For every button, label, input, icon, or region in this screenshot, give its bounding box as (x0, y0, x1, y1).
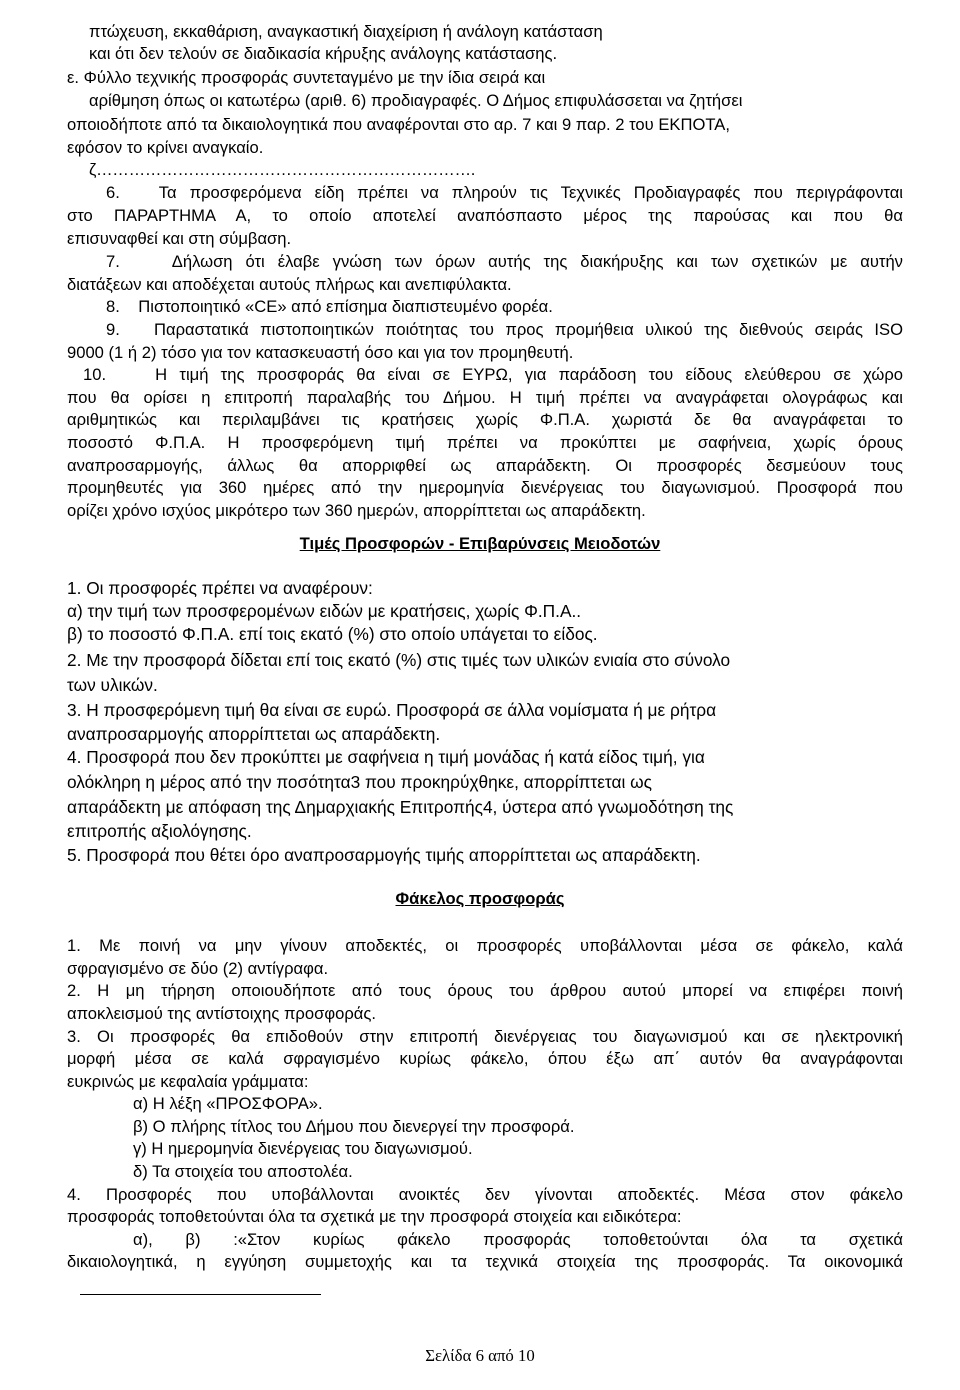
item-7 (67, 252, 903, 273)
text-span: 2. Με την προσφορά δίδεται επί τοις εκατό (%) στις τιμές των υλικών ενιαία στο σύνολο (67, 650, 731, 670)
text-span: αναπροσαρμογής απορρίπτεται ως απαράδεκτη. (67, 724, 441, 744)
text-span: ζ……………………………………………………………. (89, 160, 476, 179)
text-line (67, 700, 903, 721)
text-span: 5. Προσφορά που θέτει όρο αναπροσαρμογής τιμής απορρίπτεται ως απαράδεκτη. (67, 845, 701, 865)
item-number: 6. (106, 183, 120, 202)
text-line (67, 138, 903, 159)
text-line (67, 675, 903, 696)
text-line (89, 44, 903, 65)
text-span: πτώχευση, εκκαθάριση, αναγκαστική διαχείριση ή ανάλογη κατάσταση (89, 22, 603, 41)
text-span: επισυναφθεί και στη σύμβαση. (67, 229, 292, 248)
text-line (89, 22, 903, 43)
text-span: δικαιολογητικά, η εγγύηση συμμετοχής και τα τεχνικά στοιχεία της προσφοράς. Τα οικονομικά (67, 1252, 903, 1271)
text-line (67, 115, 903, 136)
text-line (67, 275, 903, 296)
sub-item (133, 1162, 903, 1183)
text-span: 3. Οι προσφορές θα επιδοθούν στην επιτροπή διενέργειας του διαγωνισμού και σε ηλεκτρονική (67, 1027, 903, 1046)
item-number: 8. (106, 297, 120, 316)
text-span: στο ΠΑΡΑΡΤΗΜΑ Α, το οποίο αποτελεί αναπόσπαστο μέρος της παρούσας και που θα (67, 206, 903, 225)
item-number: 9. (106, 320, 120, 339)
text-line (133, 1230, 903, 1251)
text-span: 1. Με ποινή να μην γίνουν αποδεκτές, οι προσφορές υποβάλλονται μέσα σε φάκελο, καλά (67, 936, 903, 955)
text-span: γ) Η ημερομηνία διενέργειας του διαγωνισμού. (133, 1139, 473, 1158)
text-line (67, 456, 903, 477)
sub-item (133, 1094, 903, 1115)
text-span: σφραγισμένο σε δύο (2) αντίγραφα. (67, 959, 329, 978)
text-line (67, 1004, 903, 1025)
text-span: β) το ποσοστό Φ.Π.Α. επί τοις εκατό (%) στο οποίο υπάγεται το είδος. (67, 624, 598, 644)
text-span: 4. Προσφορά που δεν προκύπτει με σαφήνεια η τιμή μονάδας ή κατά είδος τιμή, για (67, 747, 705, 767)
text-span: εφόσον το κρίνει αναγκαίο. (67, 138, 264, 157)
text-line (67, 1252, 903, 1273)
item-6 (67, 183, 903, 204)
text-span: οποιοδήποτε από τα δικαιολογητικά που αναφέρονται στο αρ. 7 και 9 παρ. 2 του ΕΚΠΟΤΑ, (67, 115, 730, 134)
text-line (67, 724, 903, 745)
text-span: προμηθευτές για 360 ημέρες από την ημερομηνία διενέργειας του διαγωνισμού. Προσφορά που (67, 478, 903, 497)
item-number: 10. (83, 365, 107, 384)
text-line (67, 578, 903, 599)
section-heading: Τιμές Προσφορών - Επιβαρύνσεις Μειοδοτών (299, 534, 661, 553)
text-line (67, 981, 903, 1002)
text-span: 9000 (1 ή 2) τόσο για τον κατασκευαστή όσο και για τον προμηθευτή. (67, 343, 574, 362)
text-span: ευκρινώς με κεφαλαία γράμματα: (67, 1072, 309, 1091)
text-line (67, 797, 903, 818)
text-span: Τα προσφερόμενα είδη πρέπει να πληρούν τις Τεχνικές Προδιαγραφές που περιγράφονται (158, 183, 903, 202)
text-span: 1. Οι προσφορές πρέπει να αναφέρουν: (67, 578, 373, 598)
item-8 (67, 297, 903, 318)
text-span: προσφοράς τοποθετούνται όλα τα σχετικά με την προσφορά στοιχεία και ειδικότερα: (67, 1207, 682, 1226)
text-line (67, 1072, 903, 1093)
text-span: 4. Προσφορές που υποβάλλονται ανοικτές δεν γίνονται αποδεκτές. Μέσα στον φάκελο (67, 1185, 903, 1204)
text-line (89, 160, 903, 181)
text-span: αποκλεισμού της αντίστοιχης προσφοράς. (67, 1004, 376, 1023)
text-span: απαράδεκτη με απόφαση της Δημαρχιακής Επιτροπής4, ύστερα από γνωμοδότηση της (67, 797, 734, 817)
text-line (67, 601, 903, 622)
text-line (67, 845, 903, 866)
text-span: αριθμητικώς και περιλαμβάνει τις κρατήσεις χωρίς Φ.Π.Α. χωριστά δε θα αναγράφεται το (67, 410, 903, 429)
text-span: α), β) :«Στον κυρίως φάκελο προσφοράς τοποθετούνται όλα τα σχετικά (133, 1230, 903, 1249)
text-span: αρίθμηση όπως οι κατωτέρω (αριθ. 6) προδιαγραφές. Ο Δήμος επιφυλάσσεται να ζητήσει (89, 91, 743, 110)
footnote-divider (80, 1294, 321, 1295)
text-line (67, 433, 903, 454)
text-line (67, 747, 903, 768)
text-span: ολόκληρη η μέρος από την ποσότητα3 που προκηρύχθηκε, απορρίπτεται ως (67, 772, 652, 792)
text-span: αναπροσαρμογής, άλλως θα απορριφθεί ως απαράδεκτη. Οι προσφορές δεσμεύουν τους (67, 456, 903, 475)
text-span: Πιστοποιητικό «CE» από επίσημα διαπιστευμένο φορέα. (138, 297, 553, 316)
text-line (67, 936, 903, 957)
text-span: ε. Φύλλο τεχνικής προσφοράς συντεταγμένο με την ίδια σειρά και (67, 68, 546, 87)
text-span: Δήλωση ότι έλαβε γνώση των όρων αυτής της διακήρυξης και των σχετικών με αυτήν (171, 252, 903, 271)
text-span: β) Ο πλήρης τίτλος του Δήμου που διενεργεί την προσφορά. (133, 1117, 575, 1136)
text-span: μορφή μέσα σε καλά σφραγισμένο κυρίως φάκελο, όπου έξω απ΄ αυτόν θα αναγράφονται (67, 1049, 903, 1068)
text-span: ποσοστό Φ.Π.Α. Η προσφερόμενη τιμή πρέπει να προκύπτει με σαφήνεια, χωρίς όρους (67, 433, 903, 452)
text-line (67, 624, 903, 645)
text-span: που θα ορίσει η επιτροπή παραλαβής του Δήμου. Η τιμή πρέπει να αναγράφεται ολογράφως και (67, 388, 903, 407)
text-span: διατάξεων και αποδέχεται αυτούς πλήρως και ανεπιφύλακτα. (67, 275, 512, 294)
sub-item (133, 1117, 903, 1138)
text-line (89, 91, 903, 112)
text-span: και ότι δεν τελούν σε διαδικασία κήρυξης ανάλογης κατάστασης. (89, 44, 558, 63)
text-line (67, 650, 903, 671)
text-line (67, 1027, 903, 1048)
text-line (67, 206, 903, 227)
text-span: των υλικών. (67, 675, 158, 695)
section-heading: Φάκελος προσφοράς (395, 889, 565, 908)
text-span: δ) Τα στοιχεία του αποστολέα. (133, 1162, 353, 1181)
text-line (67, 821, 903, 842)
text-line (67, 959, 903, 980)
text-line (67, 501, 903, 522)
text-span: επιτροπής αξιολόγησης. (67, 821, 252, 841)
item-number: 7. (106, 252, 120, 271)
page-footer: Σελίδα 6 από 10 (425, 1346, 535, 1365)
text-line (67, 343, 903, 364)
text-line (67, 772, 903, 793)
text-span: 3. Η προσφερόμενη τιμή θα είναι σε ευρώ. Προσφορά σε άλλα νομίσματα ή με ρήτρα (67, 700, 717, 720)
text-line (67, 1185, 903, 1206)
text-span: Παραστατικά πιστοποιητικών ποιότητας του προς προμήθεια υλικού της διεθνούς σειράς ISO (154, 320, 903, 339)
sub-item (133, 1139, 903, 1160)
text-line (67, 68, 903, 89)
item-10 (67, 365, 903, 386)
text-line (67, 1049, 903, 1070)
item-9 (67, 320, 903, 341)
text-line (67, 229, 903, 250)
text-span: α) Η λέξη «ΠΡΟΣΦΟΡΑ». (133, 1094, 323, 1113)
text-line (67, 410, 903, 431)
text-line (67, 388, 903, 409)
text-span: 2. Η μη τήρηση οποιουδήποτε από τους όρους του άρθρου αυτού μπορεί να επιφέρει ποινή (67, 981, 903, 1000)
text-line (67, 1207, 903, 1228)
text-span: Η τιμή της προσφοράς θα είναι σε ΕΥΡΩ, για παράδοση του είδους ελεύθερου σε χώρο (155, 365, 903, 384)
text-line (67, 478, 903, 499)
text-span: α) την τιμή των προσφερομένων ειδών με κρατήσεις, χωρίς Φ.Π.Α.. (67, 601, 582, 621)
text-span: ορίζει χρόνο ισχύος μικρότερο των 360 ημερών, απορρίπτεται ως απαράδεκτη. (67, 501, 646, 520)
